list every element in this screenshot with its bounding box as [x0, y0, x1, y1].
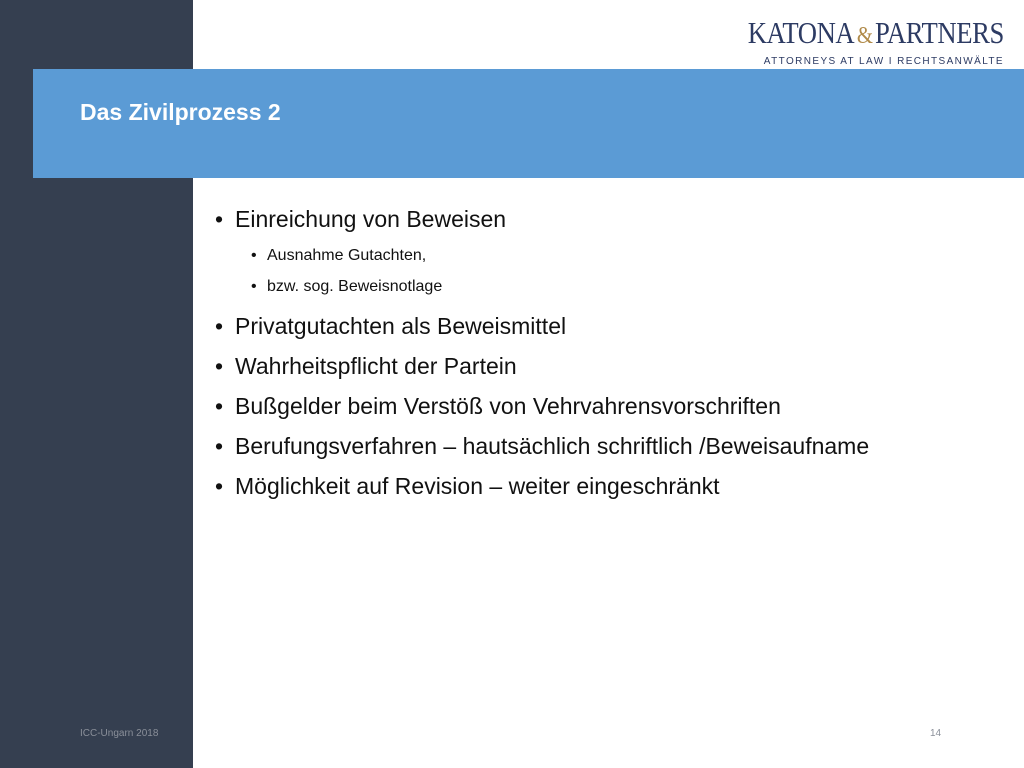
company-logo: [706, 16, 1004, 67]
logo-name-right: PARTNERS: [875, 15, 1004, 50]
sub-bullet-item: • Ausnahme Gutachten,: [251, 245, 943, 267]
logo-wordmark: [748, 16, 1004, 53]
sub-bullet-item: • bzw. sog. Beweisnotlage: [251, 276, 943, 298]
bullet-item: • Berufungsverfahren – hautsächlich schriftlich /Beweisaufname: [213, 432, 943, 460]
logo-ampersand: &: [856, 23, 873, 49]
bullet-list: [213, 205, 943, 512]
bullet-item: • Möglichkeit auf Revision – weiter eingeschränkt: [213, 472, 943, 500]
logo-tagline: ATTORNEYS AT LAW I RECHTSANWÄLTE: [763, 56, 1004, 67]
bullet-item: • Privatgutachten als Beweismittel: [213, 312, 943, 340]
bullet-item: • Bußgelder beim Verstöß von Vehrvahrensvorschriften: [213, 392, 943, 420]
page-number: 14: [930, 728, 942, 739]
logo-name-left: KATONA: [747, 15, 855, 50]
footer-event-label: ICC-Ungarn 2018: [80, 728, 159, 739]
slide-title: Das Zivilprozess 2: [80, 99, 281, 125]
bullet-item: • Einreichung von Beweisen: [213, 205, 943, 233]
bullet-item: • Wahrheitspflicht der Partein: [213, 352, 943, 380]
